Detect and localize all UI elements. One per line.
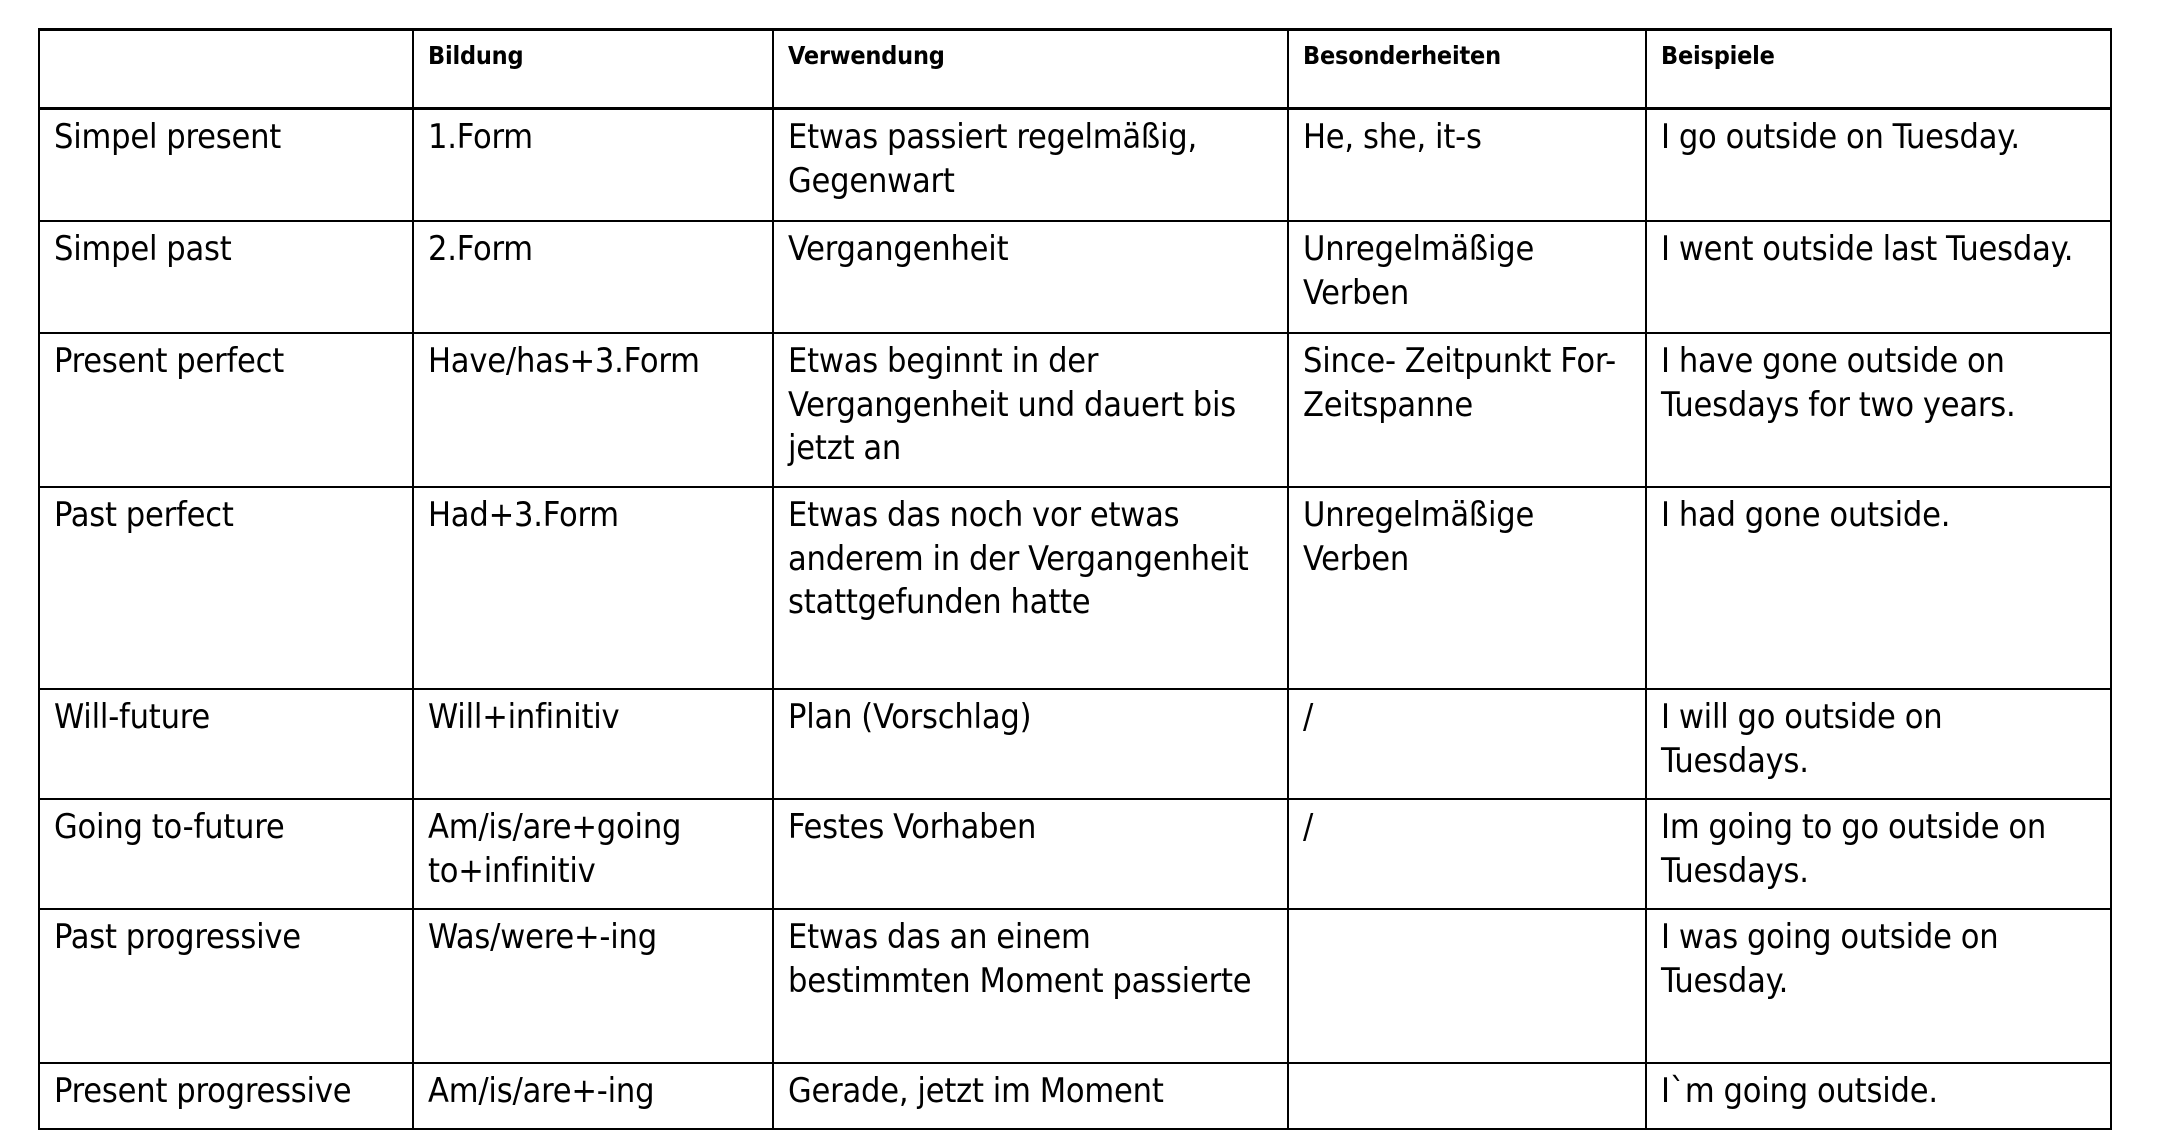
table-row — [39, 109, 2111, 222]
cell-verwendung: Etwas beginnt in der Vergangenheit und dauert bis jetzt an — [773, 333, 1288, 487]
cell-tense: Simpel past — [39, 221, 413, 333]
cell-tense: Going to-future — [39, 799, 413, 909]
table-row — [39, 689, 2111, 799]
cell-tense: Present progressive — [39, 1063, 413, 1129]
cell-tense: Simpel present — [39, 109, 413, 222]
cell-besonderheiten — [1288, 909, 1646, 1063]
cell-beispiele: I will go outside on Tuesdays. — [1646, 689, 2111, 799]
cell-verwendung: Plan (Vorschlag) — [773, 689, 1288, 799]
table-body — [39, 109, 2111, 1130]
cell-besonderheiten: Unregelmäßige Verben — [1288, 487, 1646, 689]
cell-tense: Past perfect — [39, 487, 413, 689]
table-header-row — [39, 30, 2111, 109]
cell-bildung: Was/were+-ing — [413, 909, 773, 1063]
cell-besonderheiten: Since- Zeitpunkt For- Zeitspanne — [1288, 333, 1646, 487]
cell-bildung: Am/is/are+going to+infinitiv — [413, 799, 773, 909]
english-tenses-table — [38, 28, 2112, 1130]
table-row — [39, 487, 2111, 689]
cell-bildung: 2.Form — [413, 221, 773, 333]
cell-bildung: 1.Form — [413, 109, 773, 222]
cell-verwendung: Etwas passiert regelmäßig, Gegenwart — [773, 109, 1288, 222]
cell-beispiele: I`m going outside. — [1646, 1063, 2111, 1129]
cell-verwendung: Gerade, jetzt im Moment — [773, 1063, 1288, 1129]
cell-beispiele: I go outside on Tuesday. — [1646, 109, 2111, 222]
cell-besonderheiten: Unregelmäßige Verben — [1288, 221, 1646, 333]
cell-verwendung: Etwas das noch vor etwas anderem in der Vergangenheit stattgefunden hatte — [773, 487, 1288, 689]
cell-bildung: Will+infinitiv — [413, 689, 773, 799]
cell-beispiele: Im going to go outside on Tuesdays. — [1646, 799, 2111, 909]
cell-beispiele: I was going outside on Tuesday. — [1646, 909, 2111, 1063]
column-header-tense — [39, 30, 413, 109]
column-header-beispiele: Beispiele — [1646, 30, 2111, 109]
column-header-bildung: Bildung — [413, 30, 773, 109]
column-header-besonderheiten: Besonderheiten — [1288, 30, 1646, 109]
cell-besonderheiten: He, she, it-s — [1288, 109, 1646, 222]
table-row — [39, 799, 2111, 909]
cell-besonderheiten — [1288, 1063, 1646, 1129]
table-row — [39, 1063, 2111, 1129]
cell-besonderheiten: / — [1288, 799, 1646, 909]
table-row — [39, 221, 2111, 333]
table-row — [39, 909, 2111, 1063]
cell-besonderheiten: / — [1288, 689, 1646, 799]
english-tenses-table-container — [38, 28, 2110, 1130]
cell-verwendung: Festes Vorhaben — [773, 799, 1288, 909]
column-header-verwendung: Verwendung — [773, 30, 1288, 109]
cell-bildung: Had+3.Form — [413, 487, 773, 689]
cell-bildung: Am/is/are+-ing — [413, 1063, 773, 1129]
cell-beispiele: I went outside last Tuesday. — [1646, 221, 2111, 333]
cell-verwendung: Vergangenheit — [773, 221, 1288, 333]
cell-tense: Past progressive — [39, 909, 413, 1063]
table-header — [39, 30, 2111, 109]
cell-beispiele: I had gone outside. — [1646, 487, 2111, 689]
cell-beispiele: I have gone outside on Tuesdays for two years. — [1646, 333, 2111, 487]
table-row — [39, 333, 2111, 487]
cell-verwendung: Etwas das an einem bestimmten Moment passierte — [773, 909, 1288, 1063]
cell-tense: Will-future — [39, 689, 413, 799]
cell-tense: Present perfect — [39, 333, 413, 487]
cell-bildung: Have/has+3.Form — [413, 333, 773, 487]
